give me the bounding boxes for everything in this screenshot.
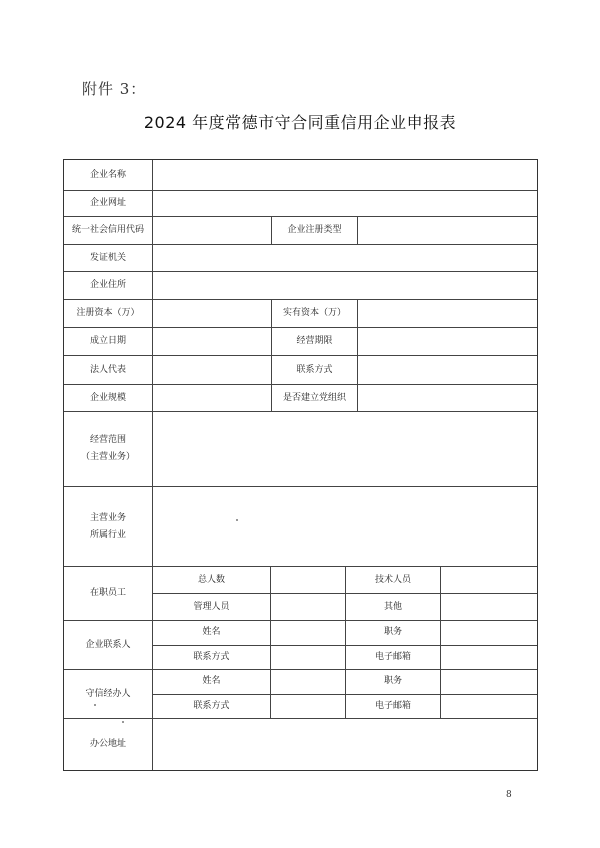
credit-officer-row-2 (153, 695, 537, 719)
row-credit-code (64, 217, 537, 245)
contact-email-label: 电子邮箱 (346, 646, 441, 670)
company-contact-row-1 (153, 621, 537, 646)
row-company-website (64, 191, 537, 217)
paid-capital-field[interactable] (358, 300, 537, 327)
credit-code-label: 统一社会信用代码 (64, 217, 153, 244)
contact-method-label-2: 联系方式 (153, 646, 271, 670)
row-issuing-authority (64, 245, 537, 272)
contact-name-label: 姓名 (153, 621, 271, 645)
industry-label-line2: 所属行业 (89, 529, 126, 540)
business-scope-label-line2: （主营业务） (80, 452, 135, 462)
officer-contact-field[interactable] (271, 695, 346, 719)
row-office-address (64, 719, 537, 770)
credit-code-field[interactable] (153, 217, 272, 244)
technical-staff-field[interactable] (441, 567, 537, 593)
officer-name-label: 姓名 (153, 670, 271, 694)
legal-representative-field[interactable] (153, 356, 272, 384)
management-staff-label: 管理人员 (153, 594, 271, 620)
attachment-label: 附件 3： (82, 80, 147, 98)
row-credit-officer (64, 670, 537, 719)
industry-field[interactable] (153, 487, 537, 566)
technical-staff-label: 技术人员 (346, 567, 441, 593)
scan-speck (122, 721, 124, 723)
contact-method-field[interactable] (358, 356, 537, 384)
row-establishment (64, 328, 537, 356)
other-staff-field[interactable] (441, 594, 537, 620)
business-term-label: 经营期限 (272, 328, 358, 355)
registration-type-label: 企业注册类型 (272, 217, 358, 244)
company-name-label: 企业名称 (64, 160, 153, 190)
company-website-field[interactable] (153, 191, 537, 216)
employees-row-2 (153, 594, 537, 620)
employees-subtable (153, 567, 537, 620)
party-organization-field[interactable] (358, 385, 537, 411)
business-term-field[interactable] (358, 328, 537, 355)
credit-officer-subtable (153, 670, 537, 718)
officer-contact-label: 联系方式 (153, 695, 271, 719)
credit-officer-row-1 (153, 670, 537, 695)
officer-email-label: 电子邮箱 (346, 695, 441, 719)
contact-method-label: 联系方式 (272, 356, 358, 384)
company-address-field[interactable] (153, 272, 537, 299)
company-scale-label: 企业规模 (64, 385, 153, 411)
establishment-date-label: 成立日期 (64, 328, 153, 355)
company-name-field[interactable] (153, 160, 537, 190)
company-contact-row-2 (153, 646, 537, 670)
business-scope-label-line1: 经营范围 (89, 435, 126, 445)
business-scope-label (64, 412, 153, 486)
row-industry (64, 487, 537, 567)
row-employees (64, 567, 537, 621)
company-contact-label: 企业联系人 (64, 621, 153, 669)
party-organization-label: 是否建立党组织 (272, 385, 358, 411)
row-legal-rep (64, 356, 537, 385)
contact-position-field[interactable] (441, 621, 537, 645)
management-staff-field[interactable] (271, 594, 346, 620)
contact-name-field[interactable] (271, 621, 346, 645)
industry-label-line1: 主营业务 (89, 512, 126, 523)
total-staff-label: 总人数 (153, 567, 271, 593)
page-number: 8 (506, 790, 512, 800)
registered-capital-field[interactable] (153, 300, 272, 327)
company-scale-field[interactable] (153, 385, 272, 411)
employees-row-1 (153, 567, 537, 594)
office-address-label: 办公地址 (64, 719, 153, 770)
row-scale (64, 385, 537, 412)
row-business-scope (64, 412, 537, 487)
row-capital (64, 300, 537, 328)
legal-representative-label: 法人代表 (64, 356, 153, 384)
application-form (63, 159, 538, 771)
row-company-address (64, 272, 537, 300)
contact-position-label: 职务 (346, 621, 441, 645)
issuing-authority-label: 发证机关 (64, 245, 153, 271)
officer-position-label: 职务 (346, 670, 441, 694)
company-website-label: 企业网址 (64, 191, 153, 216)
row-company-contact (64, 621, 537, 670)
registration-type-field[interactable] (358, 217, 537, 244)
row-company-name (64, 160, 537, 191)
employees-label: 在职员工 (64, 567, 153, 620)
business-scope-field[interactable] (153, 412, 537, 486)
form-title: 2024 年度常德市守合同重信用企业申报表 (143, 113, 457, 132)
other-staff-label: 其他 (346, 594, 441, 620)
company-contact-subtable (153, 621, 537, 669)
office-address-field[interactable] (153, 719, 537, 770)
officer-name-field[interactable] (271, 670, 346, 694)
total-staff-field[interactable] (271, 567, 346, 593)
establishment-date-field[interactable] (153, 328, 272, 355)
paid-capital-label: 实有资本（万） (272, 300, 358, 327)
industry-label (64, 487, 153, 566)
contact-method-field-2[interactable] (271, 646, 346, 670)
credit-officer-label: 守信经办人 (64, 670, 153, 718)
registered-capital-label: 注册资本（万） (64, 300, 153, 327)
company-address-label: 企业住所 (64, 272, 153, 299)
issuing-authority-field[interactable] (153, 245, 537, 271)
officer-position-field[interactable] (441, 670, 537, 694)
contact-email-field[interactable] (441, 646, 537, 670)
scan-speck (94, 704, 96, 706)
officer-email-field[interactable] (441, 695, 537, 719)
scan-speck (236, 519, 238, 521)
